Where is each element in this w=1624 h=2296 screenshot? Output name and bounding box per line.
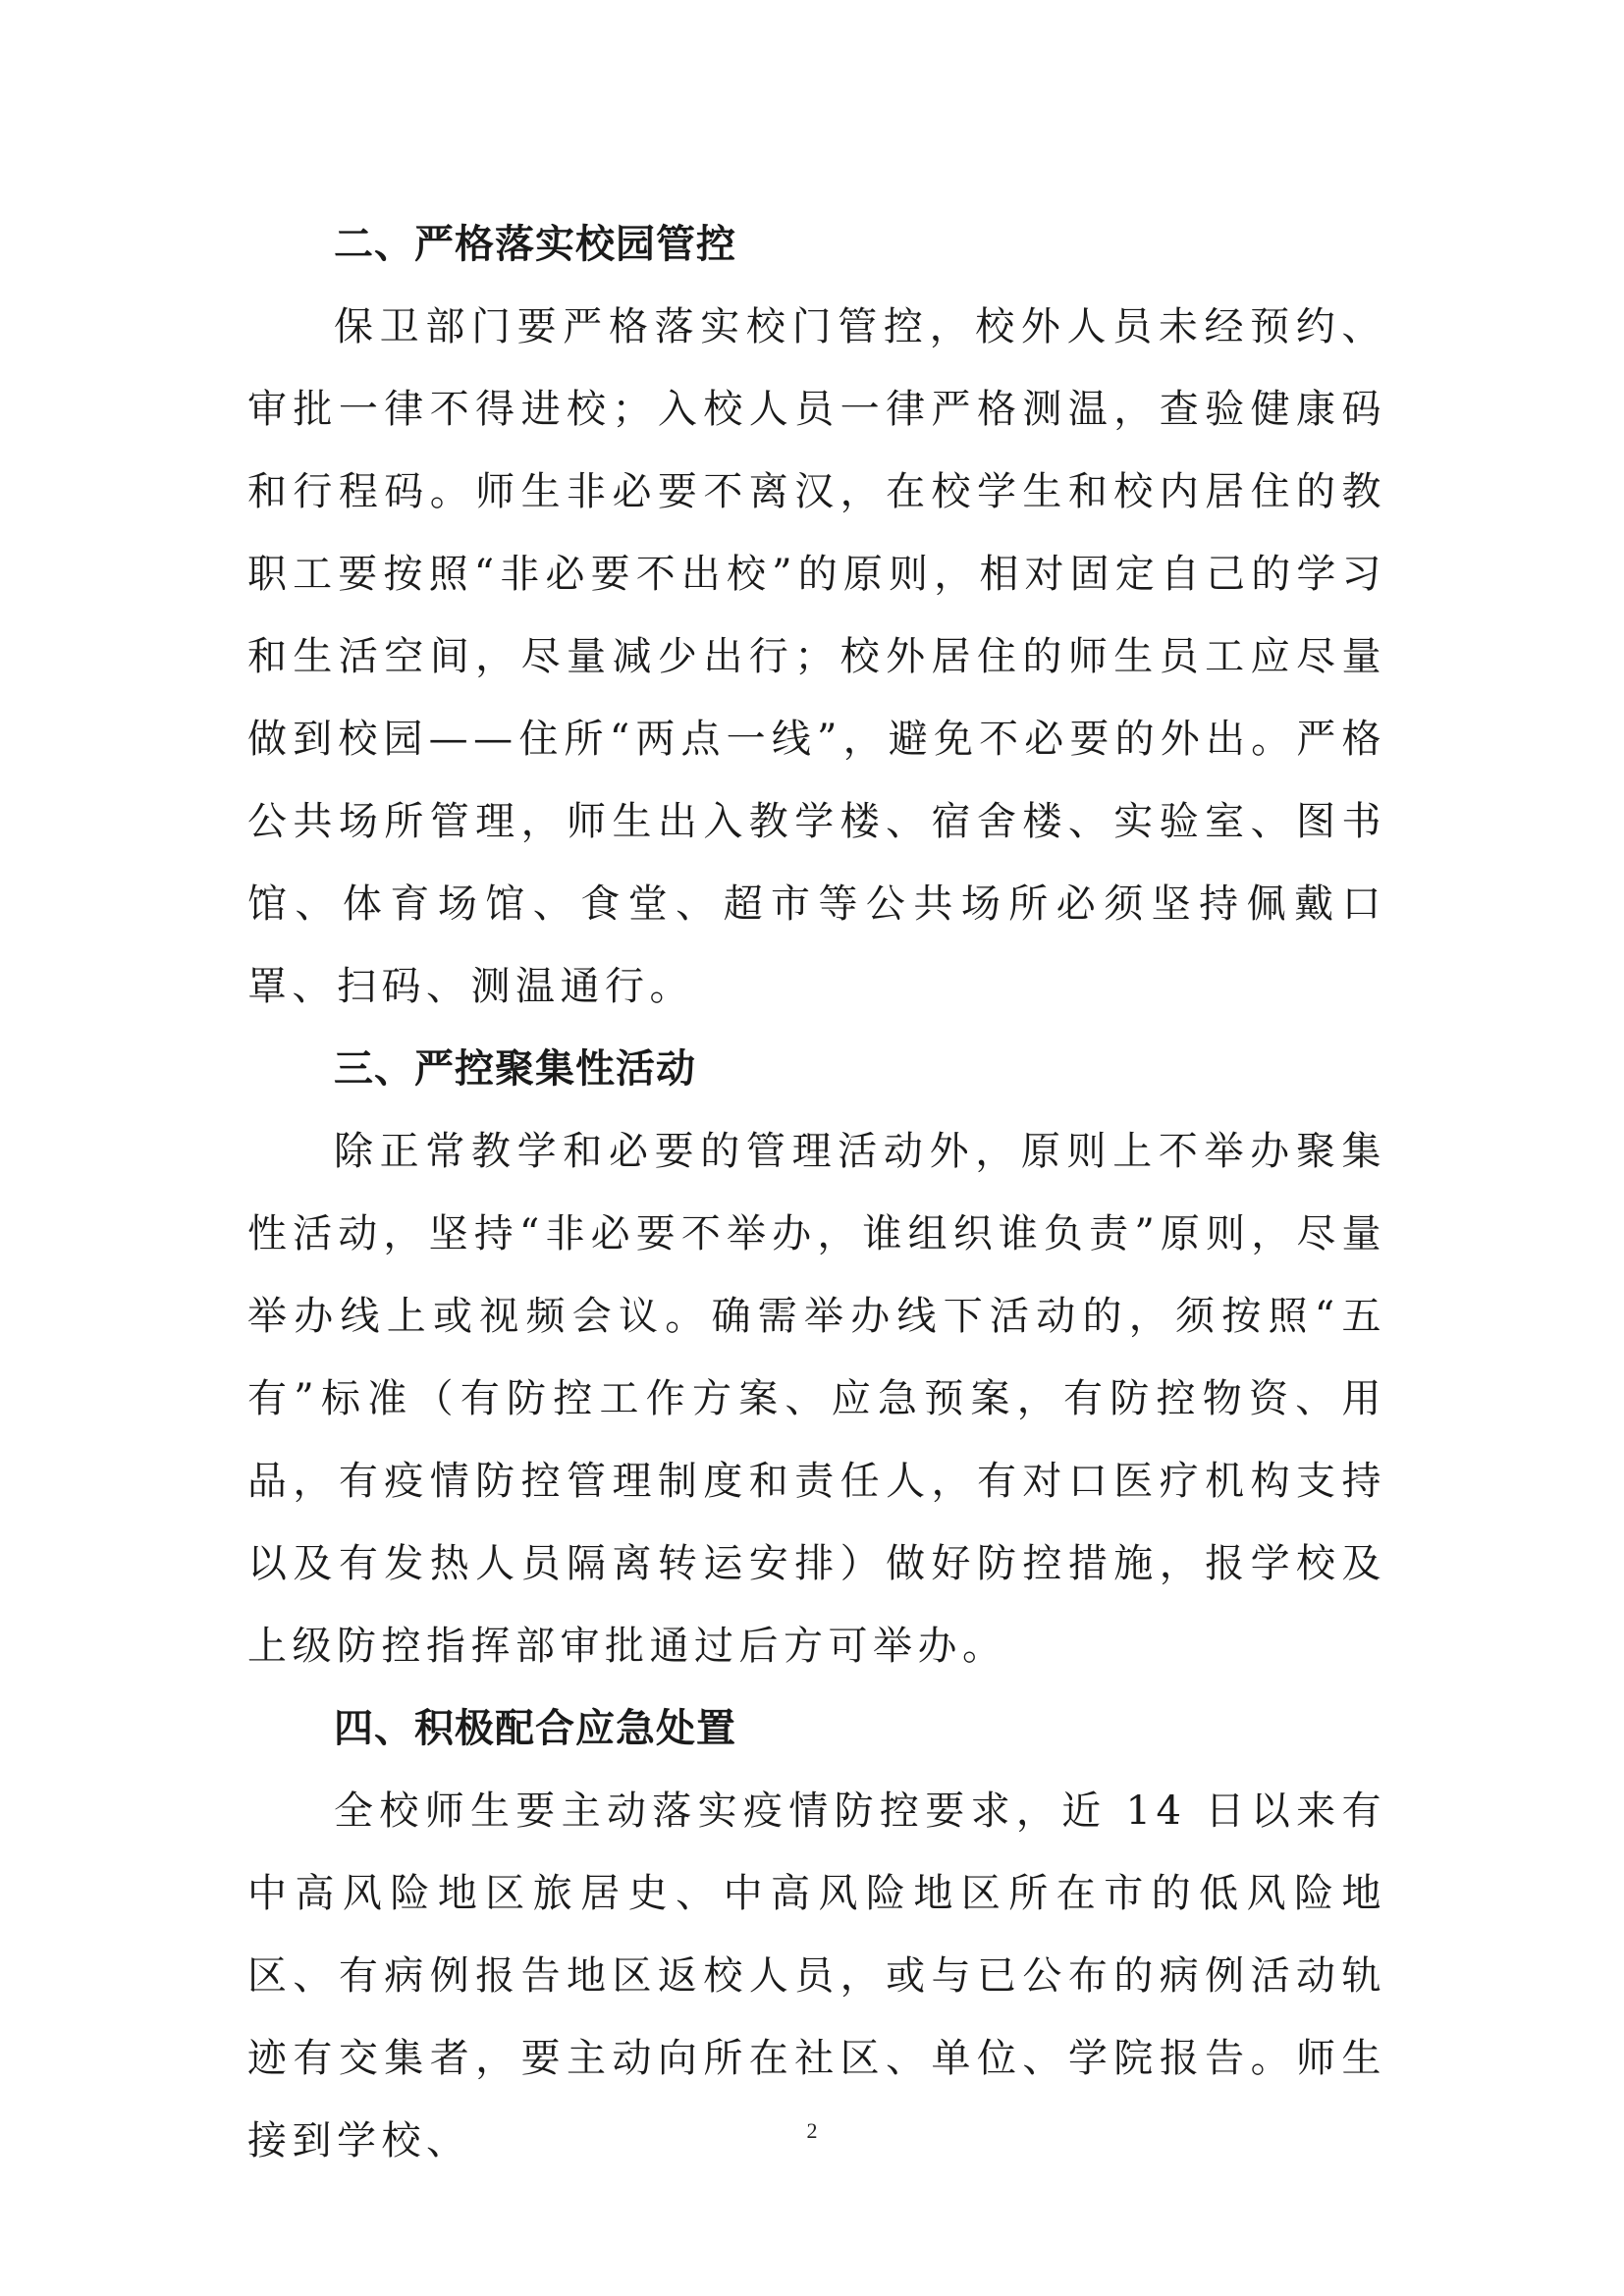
section-heading-campus-control: 二、严格落实校园管控: [334, 222, 736, 267]
page-number: 2: [806, 2118, 818, 2143]
document-body: [247, 203, 1386, 2182]
section-paragraph-campus-control: 保卫部门要严格落实校门管控，校外人员未经预约、审批一律不得进校；入校人员一律严格测温，查验健康码和行程码。师生非必要不离汉，在校学生和校内居住的教职工要按照“非必要不出校”的原则，相对固定自己的学习和生活空间，尽量减少出行；校外居住的师生员工应尽量做到校园——住所“两点一线”，避免不必要的外出。严格公共场所管理，师生出入教学楼、宿舍楼、实验室、图书馆、体育场馆、食堂、超市等公共场所必须坚持佩戴口罩、扫码、测温通行。: [247, 304, 1386, 1009]
section-heading-emergency-response: 四、积极配合应急处置: [334, 1706, 736, 1751]
section-heading-gathering-control: 三、严控聚集性活动: [334, 1046, 696, 1092]
section-paragraph-gathering-control: 除正常教学和必要的管理活动外，原则上不举办聚集性活动，坚持“非必要不举办，谁组织谁负责”原则，尽量举办线上或视频会议。确需举办线下活动的，须按照“五有”标准（有防控工作方案、应急预案，有防控物资、用品，有疫情防控管理制度和责任人，有对口医疗机构支持以及有发热人员隔离转运安排）做好防控措施，报学校及上级防控指挥部审批通过后方可举办。: [247, 1129, 1386, 1669]
section-paragraph-emergency-response: 全校师生要主动落实疫情防控要求，近 14 日以来有中高风险地区旅居史、中高风险地区所在市的低风险地区、有病例报告地区返校人员，或与已公布的病例活动轨迹有交集者，要主动向所在社区、单位、学院报告。师生接到学校、: [247, 1789, 1386, 2163]
